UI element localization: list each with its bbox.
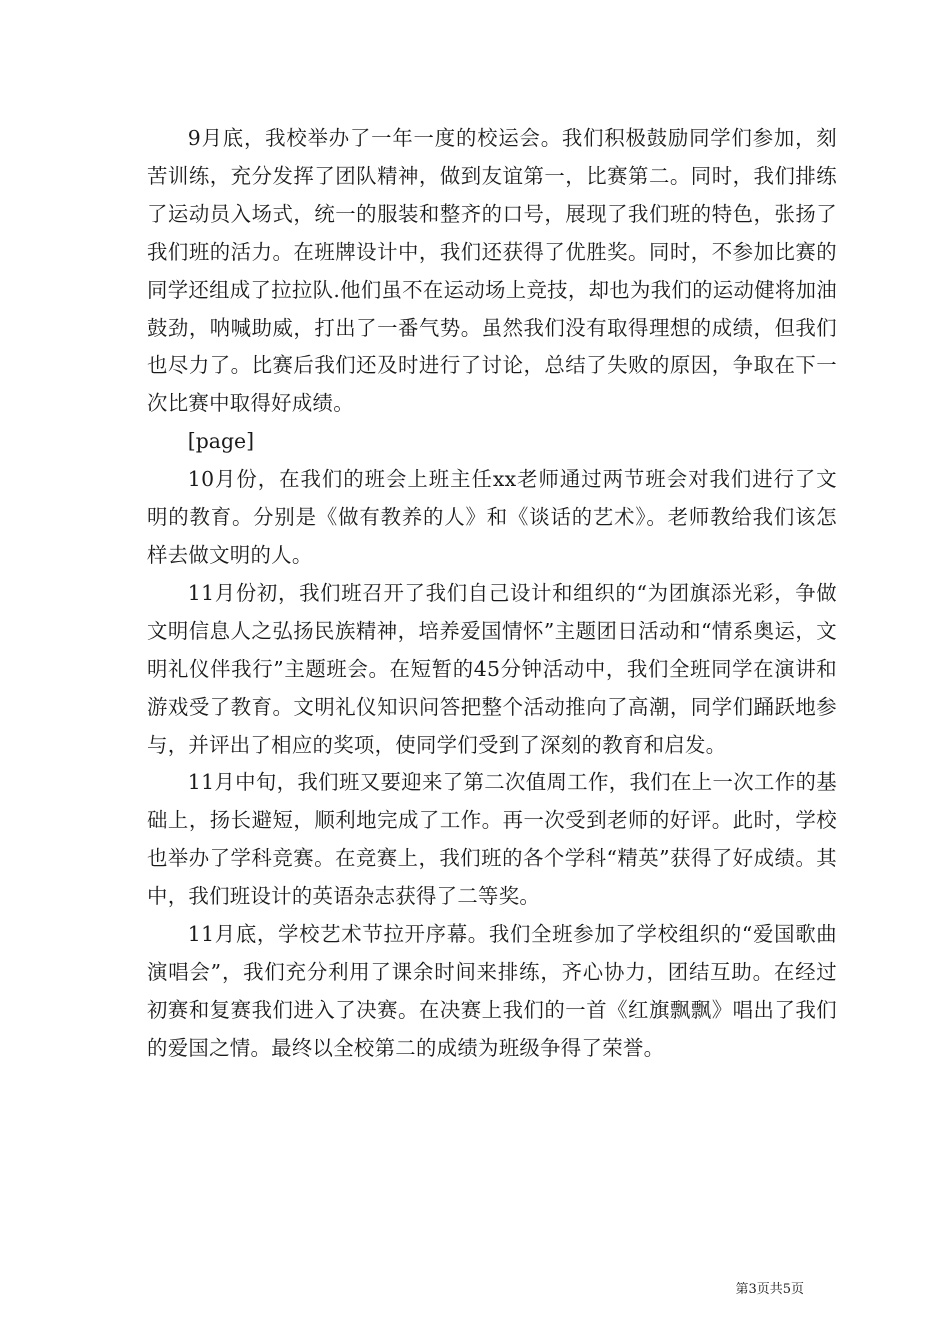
document-body [147,120,837,1068]
page-number-footer: 第3页共5页 [735,1282,804,1297]
paragraph-november-end-art-festival: 11月底，学校艺术节拉开序幕。我们全班参加了学校组织的“爱国歌曲演唱会”，我们充分利用了课余时间来排练，齐心协力，团结互助。在经过初赛和复赛我们进入了决赛。在决赛上我们的一首《红旗飘飘》唱出了我们的爱国之情。最终以全校第二的成绩为班级争得了荣誉。 [147,922,837,1060]
paragraph-november-early-theme-day: 11月份初，我们班召开了我们自己设计和组织的“为团旗添光彩，争做文明信息人之弘扬民族精神，培养爱国情怀”主题团日活动和“情系奥运，文明礼仪伴我行”主题班会。在短暂的45分钟活动中，我们全班同学在演讲和游戏受了教育。文明礼仪知识问答把整个活动推向了高潮，同学们踊跃地参与，并评出了相应的奖项，使同学们受到了深刻的教育和启发。 [147,580,837,757]
paragraph-october-class-meeting: 10月份，在我们的班会上班主任xx老师通过两节班会对我们进行了文明的教育。分别是《做有教养的人》和《谈话的艺术》。老师教给我们该怎样去做文明的人。 [147,467,837,567]
paragraph-november-mid-duty-week: 11月中旬，我们班又要迎来了第二次值周工作，我们在上一次工作的基础上，扬长避短，顺利地完成了工作。再一次受到老师的好评。此时，学校也举办了学科竞赛。在竞赛上，我们班的各个学科“精英”获得了好成绩。其中，我们班设计的英语杂志获得了二等奖。 [147,770,837,909]
paragraph-sports-meet: 9月底，我校举办了一年一度的校运会。我们积极鼓励同学们参加，刻苦训练，充分发挥了团队精神，做到友谊第一，比赛第二。同时，我们排练了运动员入场式，统一的服装和整齐的口号，展现了我们班的特色，张扬了我们班的活力。在班牌设计中，我们还获得了优胜奖。同时，不参加比赛的同学还组成了拉拉队.他们虽不在运动场上竞技，却也为我们的运动健将加油鼓劲，呐喊助威，打出了一番气势。虽然我们没有取得理想的成绩，但我们也尽力了。比赛后我们还及时进行了讨论，总结了失败的原因，争取在下一次比赛中取得好成绩。 [147,126,837,416]
page-break-marker: [page] [187,429,255,454]
